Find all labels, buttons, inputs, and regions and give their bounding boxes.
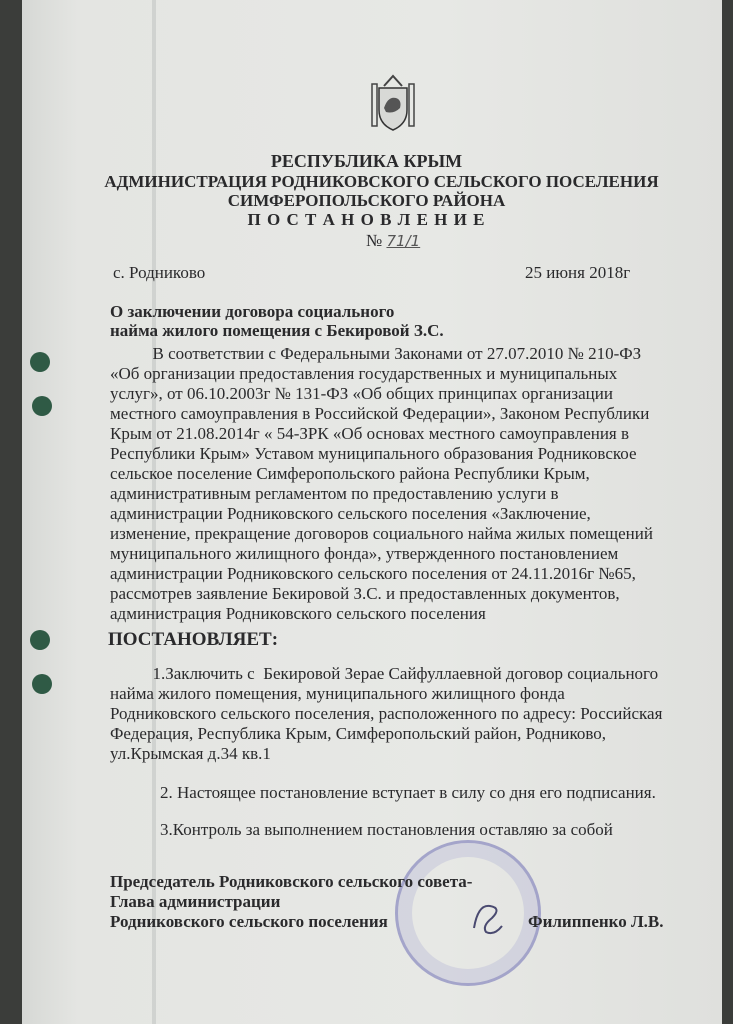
punch-hole	[32, 396, 52, 416]
preamble-line: «Об организации предоставления государственных и муниципальных	[110, 364, 618, 383]
preamble-line: услуг», от 06.10.2003г № 131-ФЗ «Об общих принципах организации	[110, 384, 613, 403]
preamble-line: муниципального жилищного фонда», утвержденного постановлением	[110, 544, 619, 563]
resolves-heading: ПОСТАНОВЛЯЕТ:	[108, 629, 279, 650]
preamble-line: администрация Родниковского сельского поселения	[110, 604, 486, 623]
item-line: найма жилого помещения, муниципального жилищного фонда	[110, 684, 565, 703]
number-label: №	[366, 231, 383, 250]
item-line: ул.Крымская д.34 кв.1	[110, 744, 271, 763]
preamble-line: администрации Родниковского сельского поселения от 24.11.2016г №65,	[110, 564, 636, 583]
crimea-coat-of-arms-icon	[370, 74, 416, 132]
punch-hole	[30, 630, 50, 650]
preamble-line: Крым от 21.08.2014г « 54-ЗРК «Об основах местного самоуправления в	[110, 424, 630, 443]
subject-line: О заключении договора социального	[110, 302, 395, 321]
preamble	[110, 344, 690, 624]
preamble-line: административным регламентом по предоставлению услуги в	[110, 484, 559, 503]
header-republic: РЕСПУБЛИКА КРЫМ	[270, 151, 463, 171]
preamble-line: изменение, прекращение договоров социального найма жилых помещений	[110, 524, 653, 543]
header-district: СИМФЕРОПОЛЬСКОГО РАЙОНА	[227, 191, 506, 210]
signatory-title-3: Родниковского сельского поселения	[110, 912, 388, 931]
preamble-line: местного самоуправления в Российской Федерации», Законом Республики	[110, 404, 650, 423]
date: 25 июня 2018г	[525, 263, 631, 282]
item-3: 3.Контроль за выполнением постановления оставляю за собой	[160, 820, 613, 839]
item-2: 2. Настоящее постановление вступает в силу со дня его подписания.	[160, 783, 656, 802]
signatory-title-1: Председатель Родниковского сельского совета-	[110, 872, 473, 891]
subject	[110, 302, 690, 340]
item-1	[110, 664, 690, 764]
preamble-line: Республики Крым» Уставом муниципального образования Родниковское	[110, 444, 637, 463]
punch-hole	[32, 674, 52, 694]
preamble-line: рассмотрев заявление Бекировой З.С. и предоставленных документов,	[110, 584, 620, 603]
item-line: Родниковского сельского поселения, расположенного по адресу: Российская	[110, 704, 663, 723]
place: с. Родниково	[113, 263, 206, 282]
item-line: 1.Заключить с Бекировой Зерае Сайфуллаевной договор социального	[110, 664, 659, 683]
doc-type: П О С Т А Н О В Л Е Н И Е	[247, 210, 486, 229]
preamble-line: сельское поселение Симферопольского района Республики Крым,	[110, 464, 590, 483]
preamble-line: администрации Родниковского сельского поселения «Заключение,	[110, 504, 591, 523]
punch-hole	[30, 352, 50, 372]
header-administration: АДМИНИСТРАЦИЯ РОДНИКОВСКОГО СЕЛЬСКОГО ПОСЕЛЕНИЯ	[104, 172, 659, 191]
handwritten-signature	[468, 898, 508, 938]
item-line: Федерация, Республика Крым, Симферопольский район, Родниково,	[110, 724, 607, 743]
subject-line: найма жилого помещения с Бекировой З.С.	[110, 321, 444, 340]
number-handwritten: 71/1	[386, 232, 421, 250]
signatory-name: Филиппенко Л.В.	[528, 912, 664, 931]
signatory-title-2: Глава администрации	[110, 892, 281, 911]
doc-number	[366, 231, 420, 251]
preamble-line: В соответствии с Федеральными Законами от 27.07.2010 № 210-ФЗ	[110, 344, 642, 363]
